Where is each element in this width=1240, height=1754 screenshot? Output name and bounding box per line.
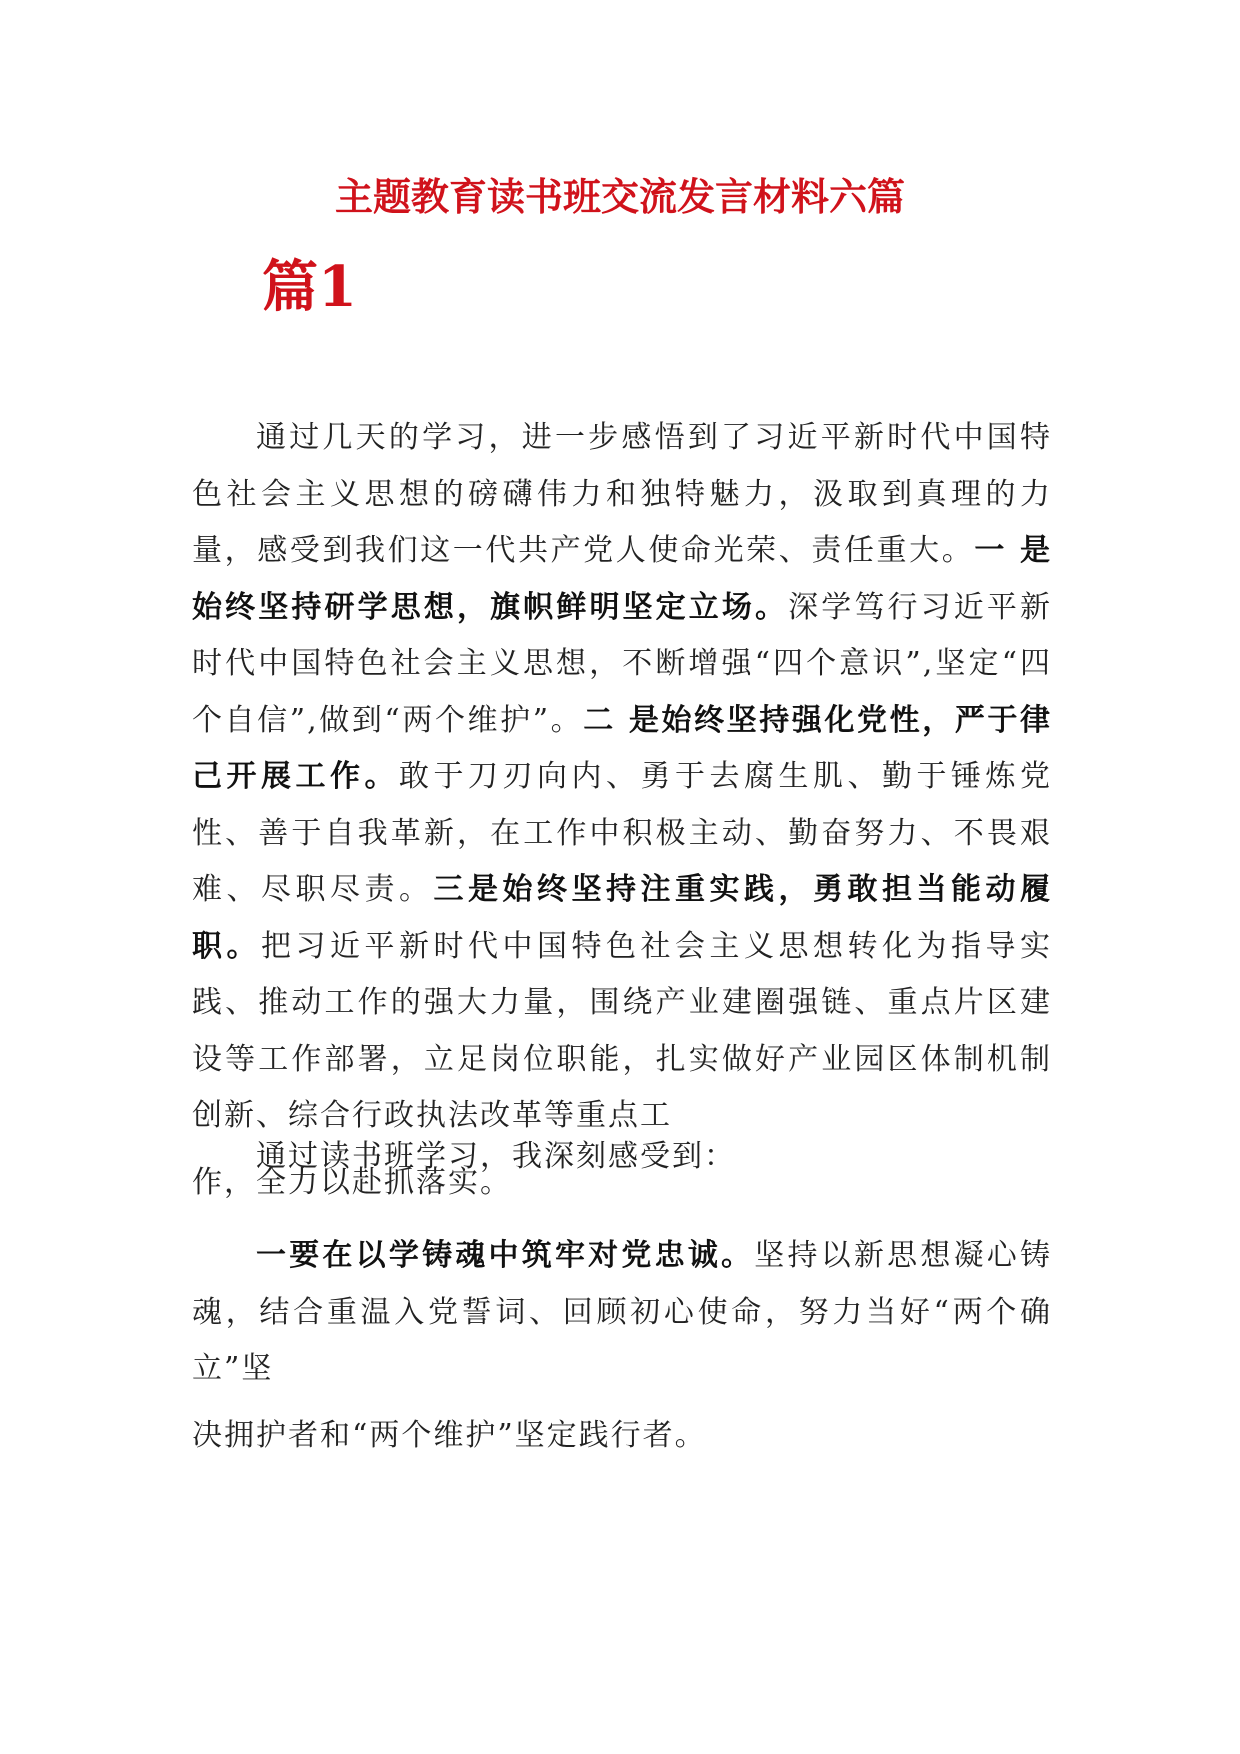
point-2-heading: 二 是始终坚持强化党性，严于律己开展工作。 [192, 702, 1053, 794]
point-3-heading: 三是始终坚持注重实践，勇敢担当能动履职。 [192, 872, 1052, 964]
paragraph-1 [192, 410, 1052, 1211]
point-1-heading: 一 是始终坚持研学思想，旗帜鲜明坚定立场。 [192, 533, 1052, 625]
point-1-text: 深学笃行习近平新时代中国特色社会主义思想，不断增强“四个意识”,坚定“四个自信”,做到“两个维护”。 [192, 589, 1053, 738]
section-heading: 篇1 [262, 254, 357, 320]
paragraph-1-intro: 通过几天的学习，进一步感悟到了习近平新时代中国特色社会主义思想的磅礴伟力和独特魅力，汲取到真理的力量，感受到我们这一代共产党人使命光荣、责任重大。 [192, 420, 1052, 568]
paragraph-2: 通过读书班学习，我深刻感受到： [256, 1139, 736, 1174]
point-3-text: 把习近平新时代中国特色社会主义思想转化为指导实践、推动工作的强大力量，围绕产业建圈强链、重点片区建设等工作部署，立足岗位职能，扎实做好产业园区体制机制创新、综合行政执法改革等重点工 [192, 928, 1052, 1133]
paragraph-3 [192, 1228, 1052, 1464]
paragraph-3-heading: 一要在以学铸魂中筑牢对党忠诚。 [256, 1238, 755, 1273]
paragraph-3-text: 坚持以新思想凝心铸魂，结合重温入党誓词、回顾初心使命，努力当好“两个确立”坚 [192, 1238, 1053, 1386]
document-title: 主题教育读书班交流发言材料六篇 [334, 174, 905, 219]
point-2-text: 敢于刀刃向内、勇于去腐生肌、勤于锤炼党性、善于自我革新，在工作中积极主动、勤奋努力、不畏艰难、尽职尽责。 [192, 759, 1052, 907]
point-3-end: 作，全力以赴抓落实。 [192, 1164, 512, 1200]
paragraph-3-end: 决拥护者和“两个维护”坚定践行者。 [192, 1417, 707, 1453]
